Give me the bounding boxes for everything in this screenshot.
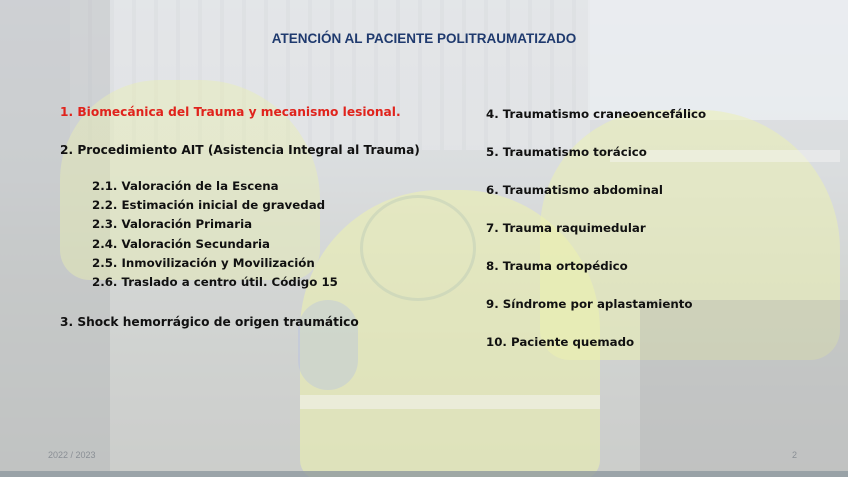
topic-8[interactable]: 8. Trauma ortopédico <box>486 259 628 273</box>
slide-title: ATENCIÓN AL PACIENTE POLITRAUMATIZADO <box>271 31 577 46</box>
right-column <box>486 106 826 372</box>
topic-7[interactable]: 7. Trauma raquimedular <box>486 221 646 235</box>
topic-2[interactable]: 2. Procedimiento AIT (Asistencia Integral al Trauma) <box>60 143 420 157</box>
topic-3[interactable]: 3. Shock hemorrágico de origen traumático <box>60 315 359 330</box>
subtopic-2-3[interactable]: 2.3. Valoración Primaria <box>92 217 253 232</box>
left-column <box>60 104 460 330</box>
topic-10[interactable]: 10. Paciente quemado <box>486 335 635 349</box>
page-number: 2 <box>792 450 798 460</box>
topic-6[interactable]: 6. Traumatismo abdominal <box>486 183 663 197</box>
topic-4[interactable]: 4. Traumatismo craneoencefálico <box>486 107 707 121</box>
topic-9[interactable]: 9. Síndrome por aplastamiento <box>486 297 693 311</box>
subtopic-2-5[interactable]: 2.5. Inmovilización y Movilización <box>92 255 315 270</box>
subtopic-2-1[interactable]: 2.1. Valoración de la Escena <box>92 179 279 193</box>
footer-year: 2022 / 2023 <box>48 450 96 460</box>
topic-5[interactable]: 5. Traumatismo torácico <box>486 145 647 159</box>
subtopic-2-6[interactable]: 2.6. Traslado a centro útil. Código 15 <box>92 275 338 290</box>
topic-1[interactable]: 1. Biomecánica del Trauma y mecanismo lesional. <box>60 105 401 119</box>
topic-2-subitems <box>92 177 460 292</box>
subtopic-2-4[interactable]: 2.4. Valoración Secundaria <box>92 236 271 251</box>
bottom-bar <box>0 471 848 477</box>
subtopic-2-2[interactable]: 2.2. Estimación inicial de gravedad <box>92 198 326 213</box>
